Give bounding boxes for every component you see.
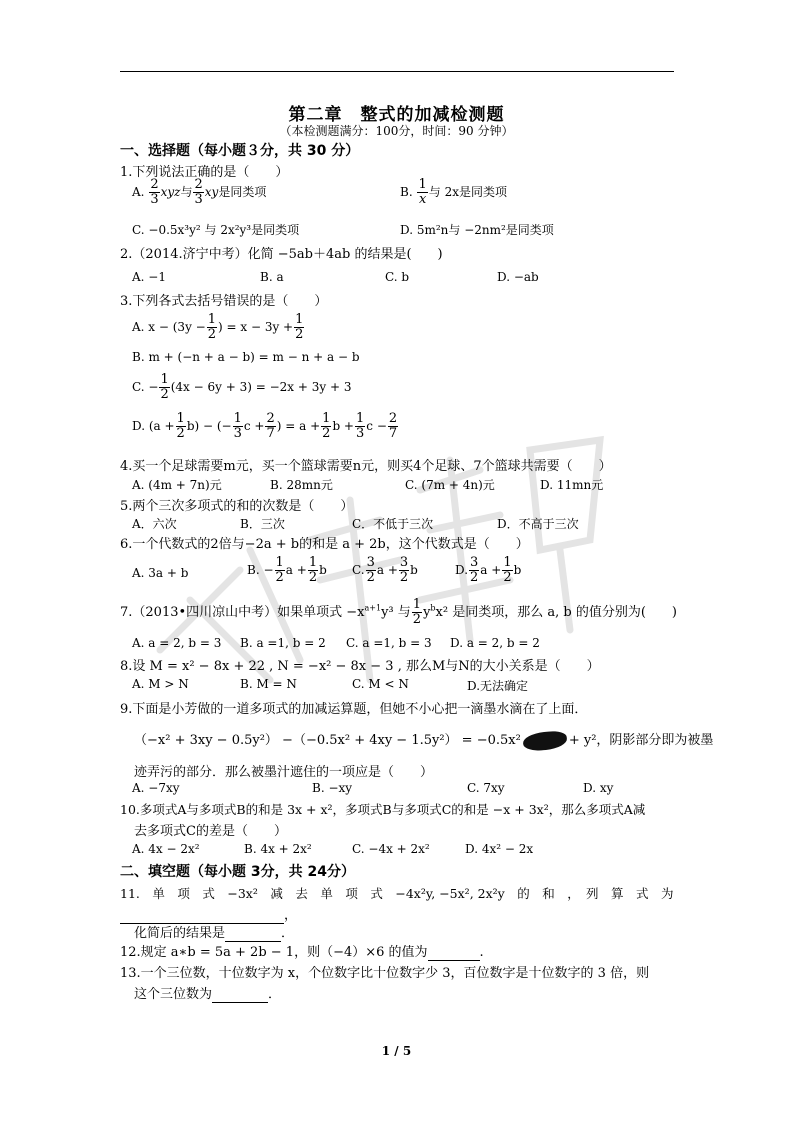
question-10-option-a: A. 4x − 2x² bbox=[132, 842, 200, 856]
question-12: 12.规定 a∗b = 5a + 2b − 1，则（−4）×6 的值为 . bbox=[120, 945, 484, 960]
answer-blank[interactable] bbox=[428, 945, 480, 961]
question-8-option-b: B. M = N bbox=[240, 677, 297, 691]
question-3-option-a: A. x − (3y − $\frac{1}{2}$ ) = x − 3y + $\frac{1}{2}$ bbox=[132, 312, 304, 342]
question-4-option-c: C. (7m + 4n)元 bbox=[405, 478, 495, 492]
question-4-option-b: B. 28mn元 bbox=[270, 478, 333, 492]
question-9-expression: （−x² + 3xy − 0.5y²） −（−0.5x² + 4xy − 1.5y²） = −0.5x² + y²，阴影部分即为被墨 bbox=[134, 729, 713, 750]
question-6-option-a: A. 3a + b bbox=[132, 566, 189, 580]
page-subtitle: （本检测题满分：100分，时间：90 分钟） bbox=[279, 124, 514, 138]
question-11-line2: ， bbox=[120, 904, 297, 924]
question-4-option-a: A. (4m + 7n)元 bbox=[132, 478, 222, 492]
page-title: 第二章 整式的加减检测题 bbox=[288, 105, 505, 125]
question-10-option-d: D. 4x² − 2x bbox=[465, 842, 534, 856]
question-9-stem: 9.下面是小芳做的一道多项式的加减运算题，但她不小心把一滴墨水滴在了上面． bbox=[120, 702, 588, 717]
question-10-option-c: C. −4x + 2x² bbox=[352, 842, 430, 856]
question-1-stem: 1.下列说法正确的是（ ） bbox=[120, 165, 289, 180]
question-7-option-c: C. a =1, b = 3 bbox=[346, 636, 432, 650]
question-1-option-a: A. $\frac{2}{3}$ xyz与 $\frac{2}{3}$ xy是同类项 bbox=[132, 177, 267, 207]
question-8-option-a: A. M > N bbox=[132, 677, 189, 691]
question-11-line3: 化简后的结果是 ． bbox=[134, 926, 295, 941]
question-7-option-a: A. a = 2, b = 3 bbox=[132, 636, 222, 650]
question-8-stem: 8.设 M = x² − 8x + 22 , N = −x² − 8x − 3 , 那么M与N的大小关系是（ ） bbox=[120, 659, 600, 674]
question-7-option-d: D. a = 2, b = 2 bbox=[450, 636, 540, 650]
page-number: 1 / 5 bbox=[381, 1044, 412, 1058]
ink-blot bbox=[522, 729, 568, 752]
question-9-option-a: A. −7xy bbox=[132, 781, 180, 795]
question-9-option-d: D. xy bbox=[583, 781, 614, 795]
question-10-stem-line2: 去多项式C的差是（ ） bbox=[134, 824, 287, 839]
question-2-option-b: B. a bbox=[260, 270, 284, 284]
question-5-option-a: A．六次 bbox=[132, 517, 177, 531]
question-3-option-d: D. (a + $\frac{1}{2}$ b) − (− $\frac{1}{3}$ c + $\frac{2}{7}$ ) = a + $\frac{1}{2}$ b + $\frac{1}{3}$ c − $\frac{2}{7}$ bbox=[132, 411, 398, 441]
question-5-option-d: D．不高于三次 bbox=[497, 517, 579, 531]
question-1-option-c: C. −0.5x³y² 与 2x²y³是同类项 bbox=[132, 223, 300, 237]
question-2-option-c: C. b bbox=[385, 270, 410, 284]
question-3-stem: 3.下列各式去括号错误的是（ ） bbox=[120, 294, 328, 309]
question-9-option-b: B. −xy bbox=[312, 781, 353, 795]
answer-blank[interactable] bbox=[225, 926, 281, 942]
question-6-stem: 6.一个代数式的2倍与−2a + b的和是 a + 2b，这个代数式是（ ） bbox=[120, 537, 529, 552]
question-4-stem: 4.买一个足球需要m元，买一个篮球需要n元，则买4个足球、7个篮球共需要（ ） bbox=[120, 459, 612, 474]
question-2-option-a: A. −1 bbox=[132, 270, 166, 284]
question-2-stem: 2.（2014.济宁中考）化简 −5ab＋4ab 的结果是( ) bbox=[120, 247, 443, 262]
question-1-option-b: B. $\frac{1}{x}$ 与 2x是同类项 bbox=[400, 177, 507, 207]
question-11-line1: 11. 单 项 式 −3x² 减 去 单 项 式 −4x²y, −5x², 2x²y 的 和 ， 列 算 式 为 bbox=[120, 886, 674, 901]
question-10-option-b: B. 4x + 2x² bbox=[244, 842, 312, 856]
question-7-stem: 7.（2013•四川凉山中考）如果单项式 $-x^{a+1}y^3$ 与 $\frac{1}{2}$ $y^bx^2$ 是同类项，那么 a, b 的值分别为( ) bbox=[120, 597, 677, 627]
question-6-option-d: D. $\frac{3}{2}$ a + $\frac{1}{2}$ b bbox=[455, 555, 522, 585]
question-8-option-d: D.无法确定 bbox=[467, 679, 529, 693]
question-3-option-c: C. − $\frac{1}{2}$ (4x − 6y + 3) = −2x + 3y + 3 bbox=[132, 372, 352, 402]
question-10-stem: 10.多项式A与多项式B的和是 3x + x²，多项式B与多项式C的和是 −x + 3x²，那么多项式A减 bbox=[120, 802, 646, 817]
answer-blank[interactable] bbox=[212, 987, 268, 1003]
question-9-line3: 迹弄污的部分．那么被墨汁遮住的一项应是（ ） bbox=[134, 765, 434, 780]
header-rule bbox=[120, 71, 674, 72]
question-5-stem: 5.两个三次多项式的和的次数是（ ） bbox=[120, 499, 354, 514]
question-13-line1: 13.一个三位数，十位数字为 x，个位数字比十位数字少 3，百位数字是十位数字的 3 倍，则 bbox=[120, 966, 650, 981]
question-7-option-b: B. a =1, b = 2 bbox=[240, 636, 326, 650]
question-6-option-b: B. − $\frac{1}{2}$ a + $\frac{1}{2}$ b bbox=[247, 555, 327, 585]
section-heading-choice: 一、选择题（每小题３分，共 30 分） bbox=[120, 143, 360, 159]
question-5-option-c: C．不低于三次 bbox=[352, 517, 434, 531]
question-3-option-b: B. m + (−n + a − b) = m − n + a − b bbox=[132, 350, 360, 364]
question-1-option-d: D. 5m²n与 −2nm²是同类项 bbox=[400, 223, 554, 237]
question-4-option-d: D. 11mn元 bbox=[540, 478, 604, 492]
question-6-option-c: C. $\frac{3}{2}$ a + $\frac{3}{2}$ b bbox=[352, 555, 418, 585]
question-8-option-c: C. M < N bbox=[352, 677, 409, 691]
question-13-line2: 这个三位数为 ． bbox=[134, 987, 282, 1002]
section-heading-fill: 二、填空题（每小题 3分，共 24分） bbox=[120, 864, 355, 880]
question-9-option-c: C. 7xy bbox=[467, 781, 505, 795]
question-5-option-b: B．三次 bbox=[240, 517, 285, 531]
question-2-option-d: D. −ab bbox=[497, 270, 539, 284]
